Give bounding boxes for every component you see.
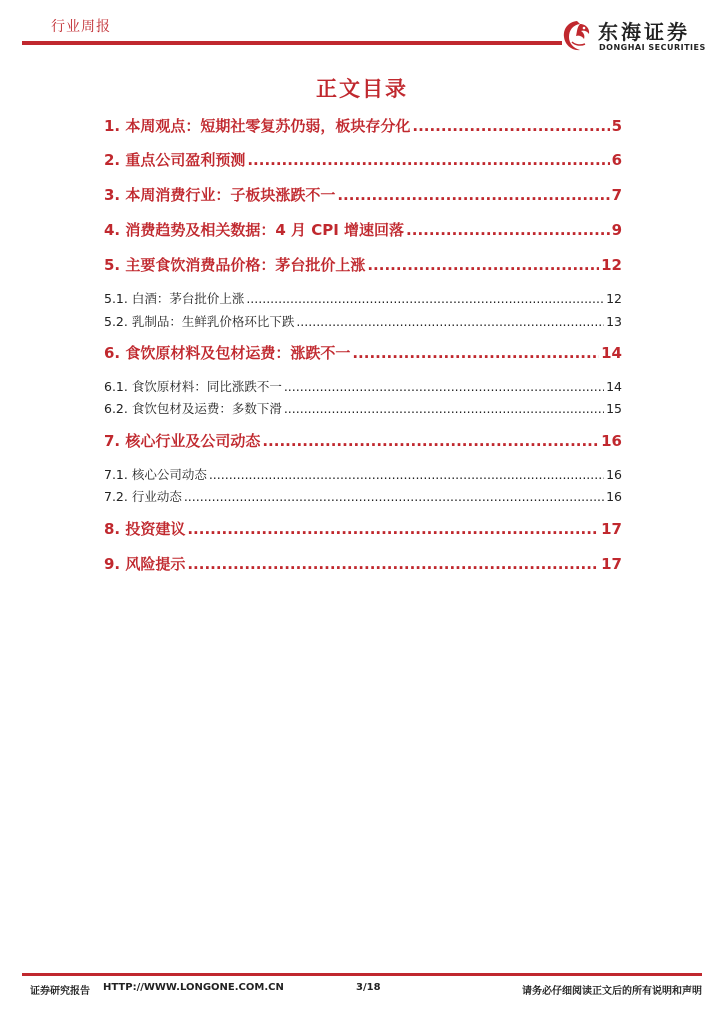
toc-subentry[interactable] xyxy=(104,312,622,330)
toc-entry-label: 1. 本周观点：短期社零复苏仍弱，板块存分化 xyxy=(104,117,411,135)
toc-entry-page: 16 xyxy=(606,467,622,482)
dot-leader xyxy=(406,221,610,239)
toc-entry-label: 6.2. 食饮包材及运费：多数下滑 xyxy=(104,401,282,416)
brand-name-en: DONGHAI SECURITIES xyxy=(599,43,706,52)
footer-report-label: 证券研究报告 xyxy=(30,986,90,997)
toc-entry-label: 7. 核心行业及公司动态 xyxy=(104,432,261,450)
toc-entry[interactable] xyxy=(104,553,622,574)
toc-entry[interactable] xyxy=(104,254,622,275)
toc-entry[interactable] xyxy=(104,430,622,451)
dot-leader xyxy=(246,291,604,306)
toc-entry-page: 17 xyxy=(601,520,622,538)
toc-entry-page: 9 xyxy=(611,221,622,239)
dot-leader xyxy=(337,186,609,204)
toc-subentry[interactable] xyxy=(104,465,622,483)
toc-entry[interactable] xyxy=(104,115,622,136)
dot-leader xyxy=(209,467,604,482)
toc-entry-page: 16 xyxy=(606,489,622,504)
toc-entry-page: 13 xyxy=(606,314,622,329)
toc-entry-label: 5.1. 白酒：茅台批价上涨 xyxy=(104,291,245,306)
toc-entry-page: 6 xyxy=(611,151,622,169)
toc-entry-label: 8. 投资建议 xyxy=(104,520,186,538)
toc-entry-page: 15 xyxy=(606,401,622,416)
toc-entry-page: 17 xyxy=(601,555,622,573)
dot-leader xyxy=(412,117,609,135)
dot-leader xyxy=(284,401,604,416)
footer-divider xyxy=(22,973,702,976)
toc-entry-page: 14 xyxy=(601,344,622,362)
toc-entry-page: 12 xyxy=(601,256,622,274)
dot-leader xyxy=(187,555,599,573)
toc-entry-label: 5.2. 乳制品：生鲜乳价格环比下跌 xyxy=(104,314,295,329)
toc-entry[interactable] xyxy=(104,342,622,363)
dot-leader xyxy=(367,256,599,274)
footer-disclaimer: 请务必仔细阅读正文后的所有说明和声明 xyxy=(522,986,702,997)
toc-entry-label: 6.1. 食饮原材料：同比涨跌不一 xyxy=(104,379,282,394)
dot-leader xyxy=(296,314,604,329)
dragon-logo-icon xyxy=(560,18,594,54)
toc-subentry[interactable] xyxy=(104,377,622,395)
toc-subentry[interactable] xyxy=(104,289,622,307)
toc-subentry[interactable] xyxy=(104,487,622,505)
toc-entry[interactable] xyxy=(104,149,622,170)
toc-entry-page: 5 xyxy=(611,117,622,135)
header-divider xyxy=(22,41,562,45)
toc-entry-page: 16 xyxy=(601,432,622,450)
toc-entry-label: 4. 消费趋势及相关数据：4 月 CPI 增速回落 xyxy=(104,221,405,239)
toc-subentry[interactable] xyxy=(104,399,622,417)
footer-website-link[interactable]: HTTP://WWW.LONGONE.COM.CN xyxy=(103,982,284,993)
toc-entry-label: 2. 重点公司盈利预测 xyxy=(104,151,246,169)
toc-entry-label: 6. 食饮原材料及包材运费：涨跌不一 xyxy=(104,344,351,362)
report-type-tag: 行业周报 xyxy=(51,19,111,35)
toc-entry[interactable] xyxy=(104,219,622,240)
toc-entry-label: 9. 风险提示 xyxy=(104,555,186,573)
brand-name-cn: 东海证券 xyxy=(598,20,690,44)
brand-logo xyxy=(560,16,706,56)
dot-leader xyxy=(284,379,604,394)
toc-entry-page: 12 xyxy=(606,291,622,306)
dot-leader xyxy=(187,520,599,538)
toc-entry-label: 7.1. 核心公司动态 xyxy=(104,467,207,482)
footer-page-number: 3/18 xyxy=(356,982,381,993)
dot-leader xyxy=(247,151,609,169)
toc-entry[interactable] xyxy=(104,184,622,205)
toc-entry-page: 7 xyxy=(611,186,622,204)
toc-entry[interactable] xyxy=(104,518,622,539)
toc-entry-label: 3. 本周消费行业：子板块涨跌不一 xyxy=(104,186,336,204)
dot-leader xyxy=(262,432,599,450)
toc-entry-label: 7.2. 行业动态 xyxy=(104,489,182,504)
toc-entry-page: 14 xyxy=(606,379,622,394)
dot-leader xyxy=(352,344,599,362)
toc-title: 正文目录 xyxy=(316,77,408,101)
dot-leader xyxy=(184,489,604,504)
toc-entry-label: 5. 主要食饮消费品价格：茅台批价上涨 xyxy=(104,256,366,274)
